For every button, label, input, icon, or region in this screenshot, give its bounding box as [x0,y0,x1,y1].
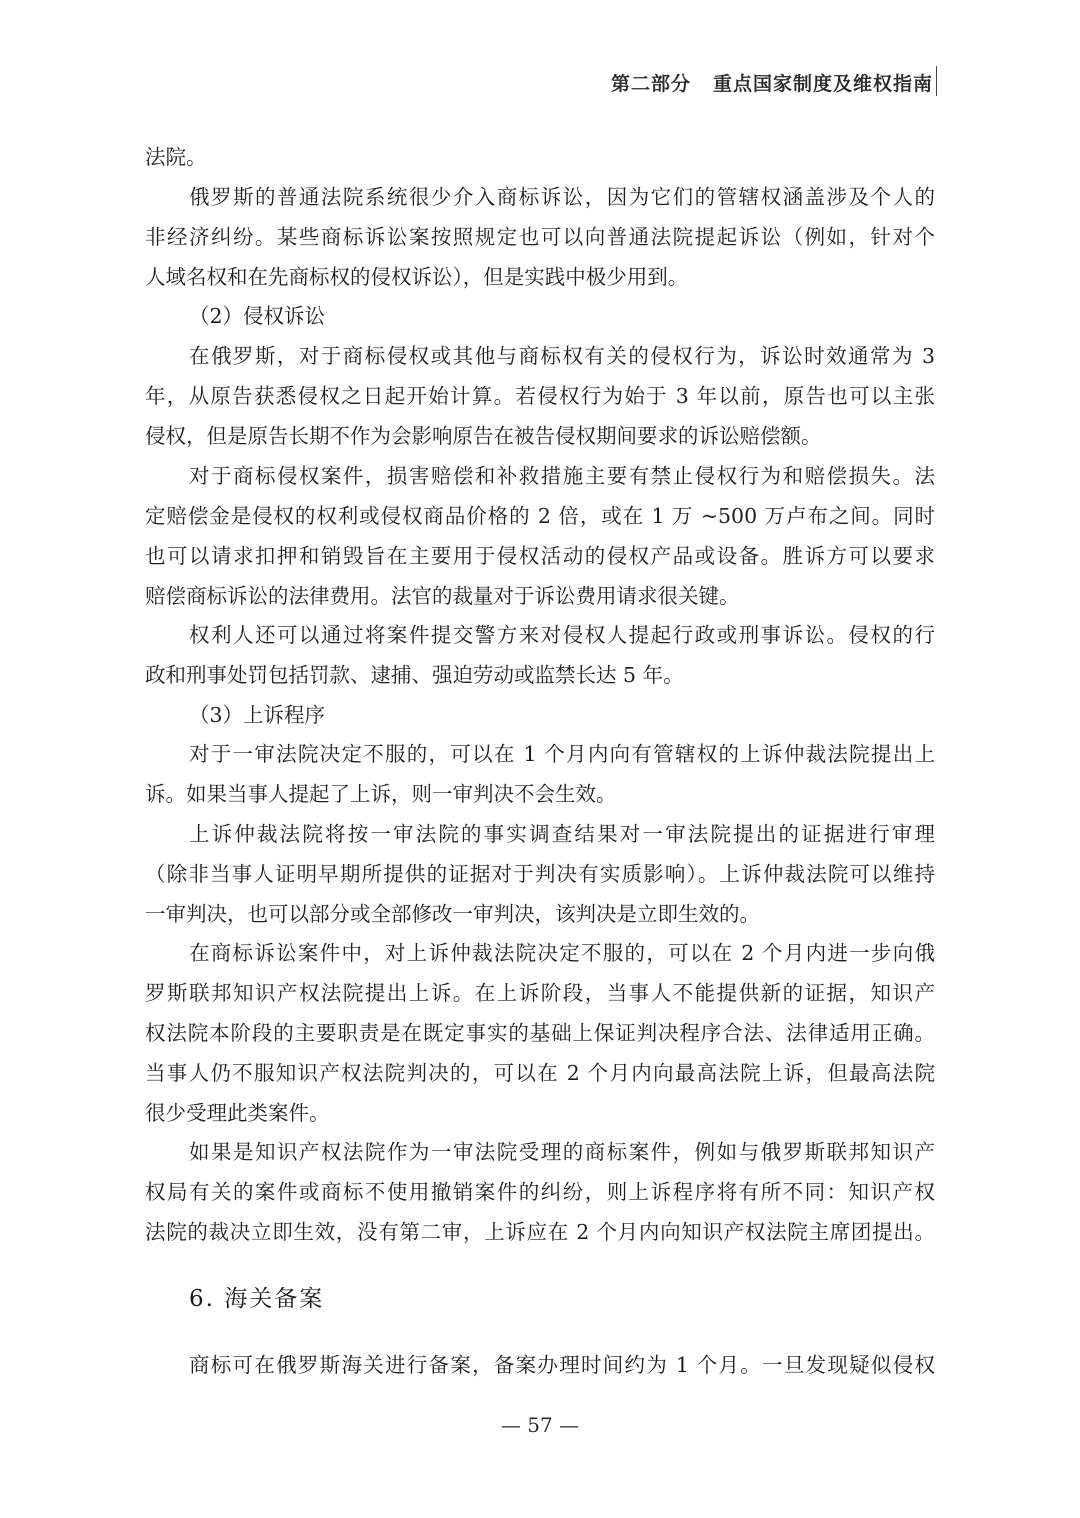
paragraph-line: 年，从原告获悉侵权之日起开始计算。若侵权行为始于 3 年以前，原告也可以主张 [145,384,935,408]
paragraph-line: 侵权，但是原告长期不作为会影响原告在被告侵权期间要求的诉讼赔偿额。 [145,424,822,448]
paragraph-line: 如果是知识产权法院作为一审法院受理的商标案件，例如与俄罗斯联邦知识产 [189,1140,935,1164]
paragraph-line: 俄罗斯的普通法院系统很少介入商标诉讼，因为它们的管辖权涵盖涉及个人的 [189,185,935,209]
paragraph-line: 法院的裁决立即生效，没有第二审，上诉应在 2 个月内向知识产权法院主席团提出。 [145,1220,935,1244]
section-heading: 6. 海关备案 [189,1286,325,1312]
subsection-heading: （2）侵权诉讼 [189,304,326,328]
paragraph-line: 权利人还可以通过将案件提交警方来对侵权人提起行政或刑事诉讼。侵权的行 [189,623,935,647]
paragraph-line: 赔偿商标诉讼的法律费用。法官的裁量对于诉讼费用请求很关键。 [145,584,740,608]
subsection-heading: （3）上诉程序 [189,703,326,727]
running-head-title: 重点国家制度及维权指南 [712,72,933,95]
paragraph-line: 对于一审法院决定不服的，可以在 1 个月内向有管辖权的上诉仲裁法院提出上 [189,742,935,766]
running-head-part: 第二部分 [610,72,691,95]
paragraph-line: 在俄罗斯，对于商标侵权或其他与商标权有关的侵权行为，诉讼时效通常为 3 [189,344,935,368]
paragraph-line: 非经济纠纷。某些商标诉讼案按照规定也可以向普通法院提起诉讼（例如，针对个 [145,225,935,249]
page-number: — 57 — [500,1413,580,1437]
paragraph-line: 商标可在俄罗斯海关进行备案，备案办理时间约为 1 个月。一旦发现疑似侵权 [189,1353,935,1377]
paragraph-line: 在商标诉讼案件中，对上诉仲裁法院决定不服的，可以在 2 个月内进一步向俄 [189,941,935,965]
paragraph-line: 权局有关的案件或商标不使用撤销案件的纠纷，则上诉程序将有所不同：知识产权 [145,1180,935,1204]
paragraph-line: 政和刑事处罚包括罚款、逮捕、强迫劳动或监禁长达 5 年。 [145,663,684,687]
paragraph-line: 对于商标侵权案件，损害赔偿和补救措施主要有禁止侵权行为和赔偿损失。法 [189,464,935,488]
paragraph-line: 诉。如果当事人提起了上诉，则一审判决不会生效。 [145,782,617,806]
running-head [611,62,933,102]
paragraph-line: 上诉仲裁法院将按一审法院的事实调查结果对一审法院提出的证据进行审理 [189,822,935,846]
paragraph-line: 定赔偿金是侵权的权利或侵权商品价格的 2 倍，或在 1 万 ~500 万卢布之间。同时 [145,504,935,528]
running-head-rule [936,66,937,96]
paragraph-line: 当事人仍不服知识产权法院判决的，可以在 2 个月内向最高法院上诉，但最高法院 [145,1061,935,1085]
paragraph-line: 一审判决，也可以部分或全部修改一审判决，该判决是立即生效的。 [145,902,760,926]
paragraph-line: 权法院本阶段的主要职责是在既定事实的基础上保证判决程序合法、法律适用正确。 [145,1021,935,1045]
paragraph-line: 很少受理此类案件。 [145,1101,330,1125]
paragraph-line: 也可以请求扣押和销毁旨在主要用于侵权活动的侵权产品或设备。胜诉方可以要求 [145,544,935,568]
paragraph-line: （除非当事人证明早期所提供的证据对于判决有实质影响）。上诉仲裁法院可以维持 [145,862,935,886]
paragraph-line: 人域名权和在先商标权的侵权诉讼），但是实践中极少用到。 [145,265,689,289]
paragraph-line: 法院。 [145,145,207,169]
paragraph-line: 罗斯联邦知识产权法院提出上诉。在上诉阶段，当事人不能提供新的证据，知识产 [145,981,935,1005]
